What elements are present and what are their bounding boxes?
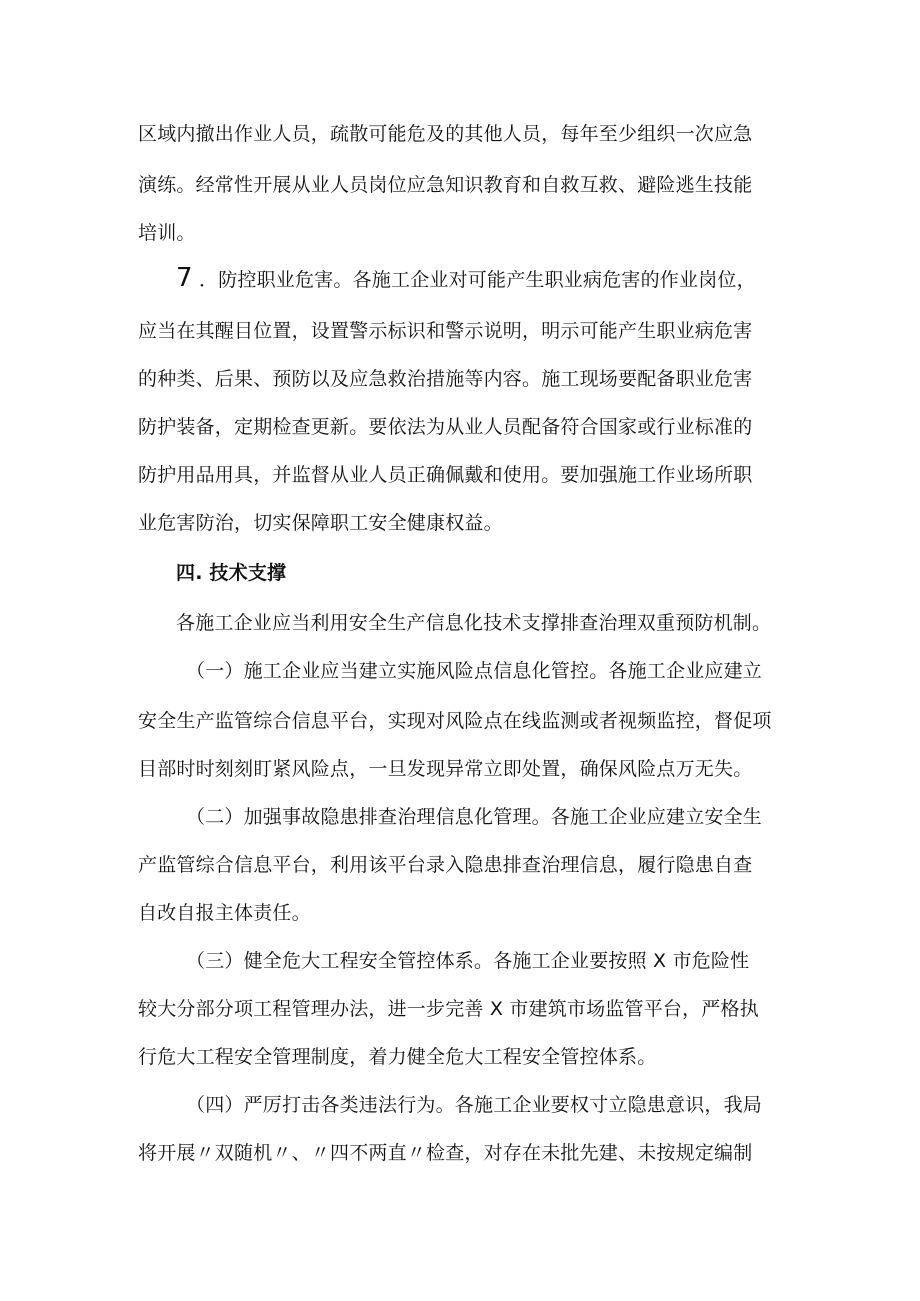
paragraph-line: 自改自报主体责任。 (138, 902, 311, 924)
paragraph-line: 将开展〃双随机〃、〃四不两直〃检查，对存在未批先建、未按规定编制 (138, 1142, 753, 1164)
paragraph-line: （一）施工企业应当建立实施风险点信息化管控。各施工企业应建立 (186, 660, 763, 682)
paragraph-line: （二）加强事故隐患排查治理信息化管理。各施工企业应建立安全生 (186, 806, 763, 828)
paragraph-line: 较大分部分项工程管理办法，进一步完善 X 市建筑市场监管平台，严格执 (138, 998, 759, 1020)
paragraph-line: 演练。经常性开展从业人员岗位应急知识教育和自救互救、避险逃生技能 (138, 174, 753, 196)
paragraph-line: （四）严厉打击各类违法行为。各施工企业要权寸立隐患意识，我局 (186, 1094, 763, 1116)
item-7-text: ．防控职业危害。各施工企业对可能产生职业病危害的作业岗位， (199, 269, 756, 291)
paragraph-line: 应当在其醒目位置，设置警示标识和警示说明，明示可能产生职业病危害 (138, 320, 753, 342)
paragraph-line: （三）健全危大工程安全管控体系。各施工企业要按照 X 市危险性 (186, 950, 750, 972)
paragraph-line: 业危害防治，切实保障职工安全健康权益。 (138, 512, 503, 534)
paragraph-line: 防护装备，定期检查更新。要依法为从业人员配备符合国家或行业标准的 (138, 416, 753, 438)
paragraph-line: 行危大工程安全管理制度，着力健全危大工程安全管控体系。 (138, 1046, 657, 1068)
item-7-line (176, 265, 798, 291)
section-heading: 四. 技术支撑 (176, 562, 287, 584)
paragraph-line: 产监管综合信息平台，利用该平台录入隐患排查治理信息，履行隐患自查 (138, 854, 753, 876)
paragraph-line: 目部时时刻刻盯紧风险点，一旦发现异常立即处置，确保风险点万无失。 (138, 758, 753, 780)
paragraph-line: 培训。 (138, 222, 196, 244)
paragraph-line: 各施工企业应当利用安全生产信息化技术支撑排查治理双重预防机制。 (176, 612, 772, 634)
paragraph-line: 的种类、后果、预防以及应急救治措施等内容。施工现场要配备职业危害 (138, 368, 753, 390)
item-number: 7 (176, 263, 193, 293)
paragraph-line: 安全生产监管综合信息平台，实现对风险点在线监测或者视频监控，督促项 (138, 710, 772, 732)
paragraph-line: 区域内撤出作业人员，疏散可能危及的其他人员，每年至少组织一次应急 (138, 123, 753, 145)
paragraph-line: 防护用品用具，并监督从业人员正确佩戴和使用。要加强施工作业场所职 (138, 464, 753, 486)
